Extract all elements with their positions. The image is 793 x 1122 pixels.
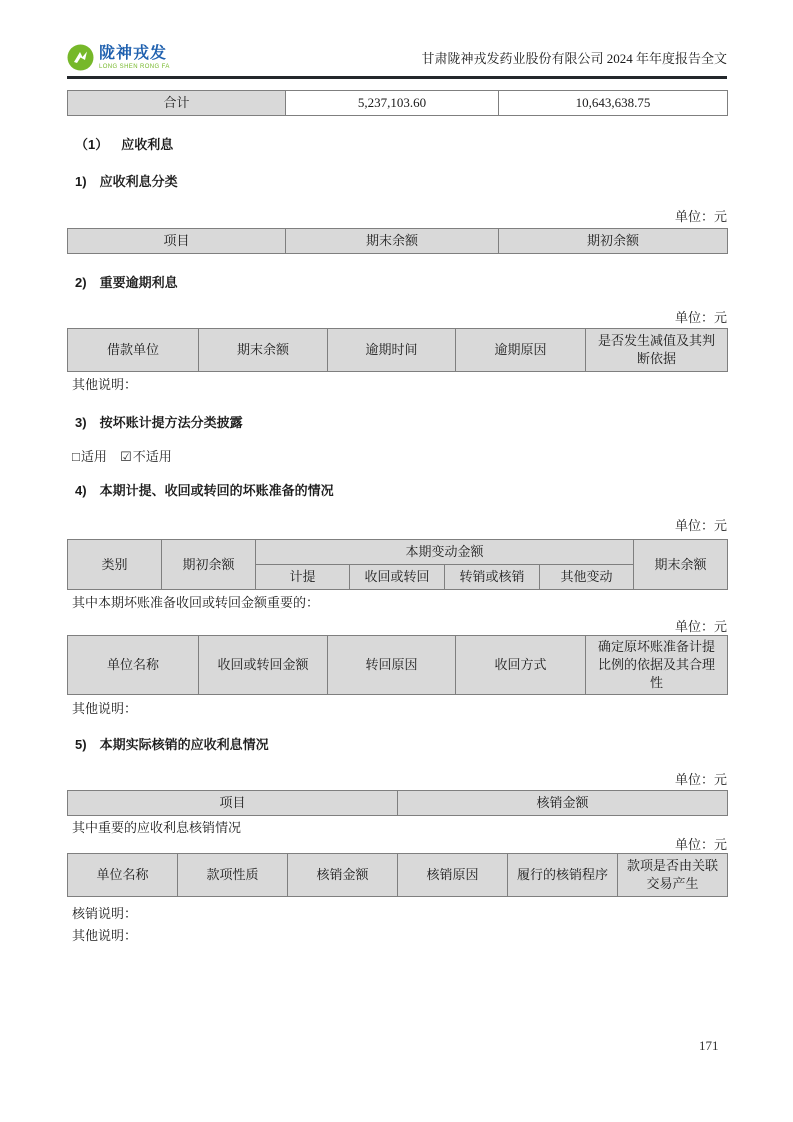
column-group-header: 本期变动金额 [256,540,634,565]
column-header: 核销金额 [398,791,728,816]
column-header: 借款单位 [68,329,199,372]
total-period-end-cell: 5,237,103.60 [286,91,499,116]
column-header: 逾期时间 [328,329,456,372]
subsection-heading-baddebt-method [67,415,727,430]
baddebt-provision-table [67,539,728,590]
other-note-label: 其他说明： [72,701,138,716]
logo-mark-icon [67,44,94,71]
not-applicable-label: 不适用 [132,449,172,464]
column-header: 单位名称 [68,636,199,695]
section-title: 按坏账计提方法分类披露 [99,415,243,430]
column-header: 期初余额 [162,540,256,590]
section-title: 本期计提、收回或转回的坏账准备的情况 [99,483,334,498]
unit-label: 单位：元 [674,772,727,787]
page-number: 171 [699,1038,719,1053]
not-applicable-option [120,449,172,464]
page-header [67,0,727,79]
checkbox-checked-icon: ☑ [120,449,132,464]
writeoff-detail-table [67,853,728,897]
writeoff-summary-table [67,790,728,816]
other-note-label: 其他说明： [72,928,138,943]
subsection-heading-overdue-interest [67,275,727,290]
report-title: 甘肃陇神戎发药业股份有限公司 2024 年年度报告全文 [421,51,727,66]
column-header: 项目 [68,791,398,816]
recovery-important-note: 其中本期坏账准备收回或转回金额重要的： [72,595,320,610]
column-header: 收回方式 [456,636,586,695]
subsection-heading-actual-writeoff [67,737,727,752]
section-number: （1） [75,137,109,152]
table-header-row [68,854,728,897]
column-header: 项目 [68,229,286,254]
column-header: 计提 [256,565,350,590]
column-header: 转销或核销 [445,565,540,590]
writeoff-important-note: 其中重要的应收利息核销情况 [72,820,242,835]
checkbox-unchecked-icon: □ [72,449,80,464]
table-header-row [68,229,728,254]
section-title: 本期实际核销的应收利息情况 [99,737,269,752]
total-summary-table [67,90,728,116]
applicable-label: 适用 [80,449,107,464]
column-header: 是否发生减值及其判断依据 [586,329,728,372]
section-heading-interest-receivable [67,137,727,152]
unit-label: 单位：元 [674,518,727,533]
column-header: 确定原坏账准备计提比例的依据及其合理性 [586,636,728,695]
writeoff-note-label: 核销说明： [72,906,138,921]
section-number: 2) [75,275,87,290]
overdue-interest-table [67,328,728,372]
column-header: 期末余额 [634,540,728,590]
table-header-row [68,791,728,816]
table-header-row [68,636,728,695]
section-number: 3) [75,415,87,430]
column-header: 期末余额 [199,329,328,372]
total-period-begin-cell: 10,643,638.75 [499,91,728,116]
table-row [68,91,728,116]
section-title: 应收利息分类 [99,174,178,189]
column-header: 核销金额 [288,854,398,897]
table-header-row [68,329,728,372]
recovery-detail-table [67,635,728,695]
column-header: 收回或转回金额 [199,636,328,695]
column-header: 履行的核销程序 [508,854,618,897]
applicability-row [67,449,727,464]
section-title: 应收利息 [121,137,174,152]
column-header: 核销原因 [398,854,508,897]
column-header: 期初余额 [499,229,728,254]
unit-label: 单位：元 [674,209,727,224]
unit-label: 单位：元 [674,310,727,325]
column-header: 类别 [68,540,162,590]
table-header-row [68,540,728,565]
unit-label: 单位：元 [674,619,727,634]
section-title: 重要逾期利息 [99,275,178,290]
logo-brand-en: LONG SHEN RONG FA [99,63,170,70]
column-header: 逾期原因 [456,329,586,372]
column-header: 单位名称 [68,854,178,897]
interest-classification-table [67,228,728,254]
total-label-cell: 合计 [68,91,286,116]
subsection-heading-classification [67,174,727,189]
company-logo [67,44,170,71]
column-header: 转回原因 [328,636,456,695]
column-header: 款项性质 [178,854,288,897]
section-number: 4) [75,483,87,498]
subsection-heading-provision-changes [67,483,727,498]
column-header: 期末余额 [286,229,499,254]
applicable-option [72,449,107,464]
section-number: 5) [75,737,87,752]
column-header: 收回或转回 [350,565,445,590]
column-header: 款项是否由关联交易产生 [618,854,728,897]
logo-brand-cn: 陇神戎发 [99,44,168,62]
unit-label: 单位：元 [674,837,727,852]
column-header: 其他变动 [540,565,634,590]
section-number: 1) [75,174,87,189]
other-note-label: 其他说明： [72,377,138,392]
